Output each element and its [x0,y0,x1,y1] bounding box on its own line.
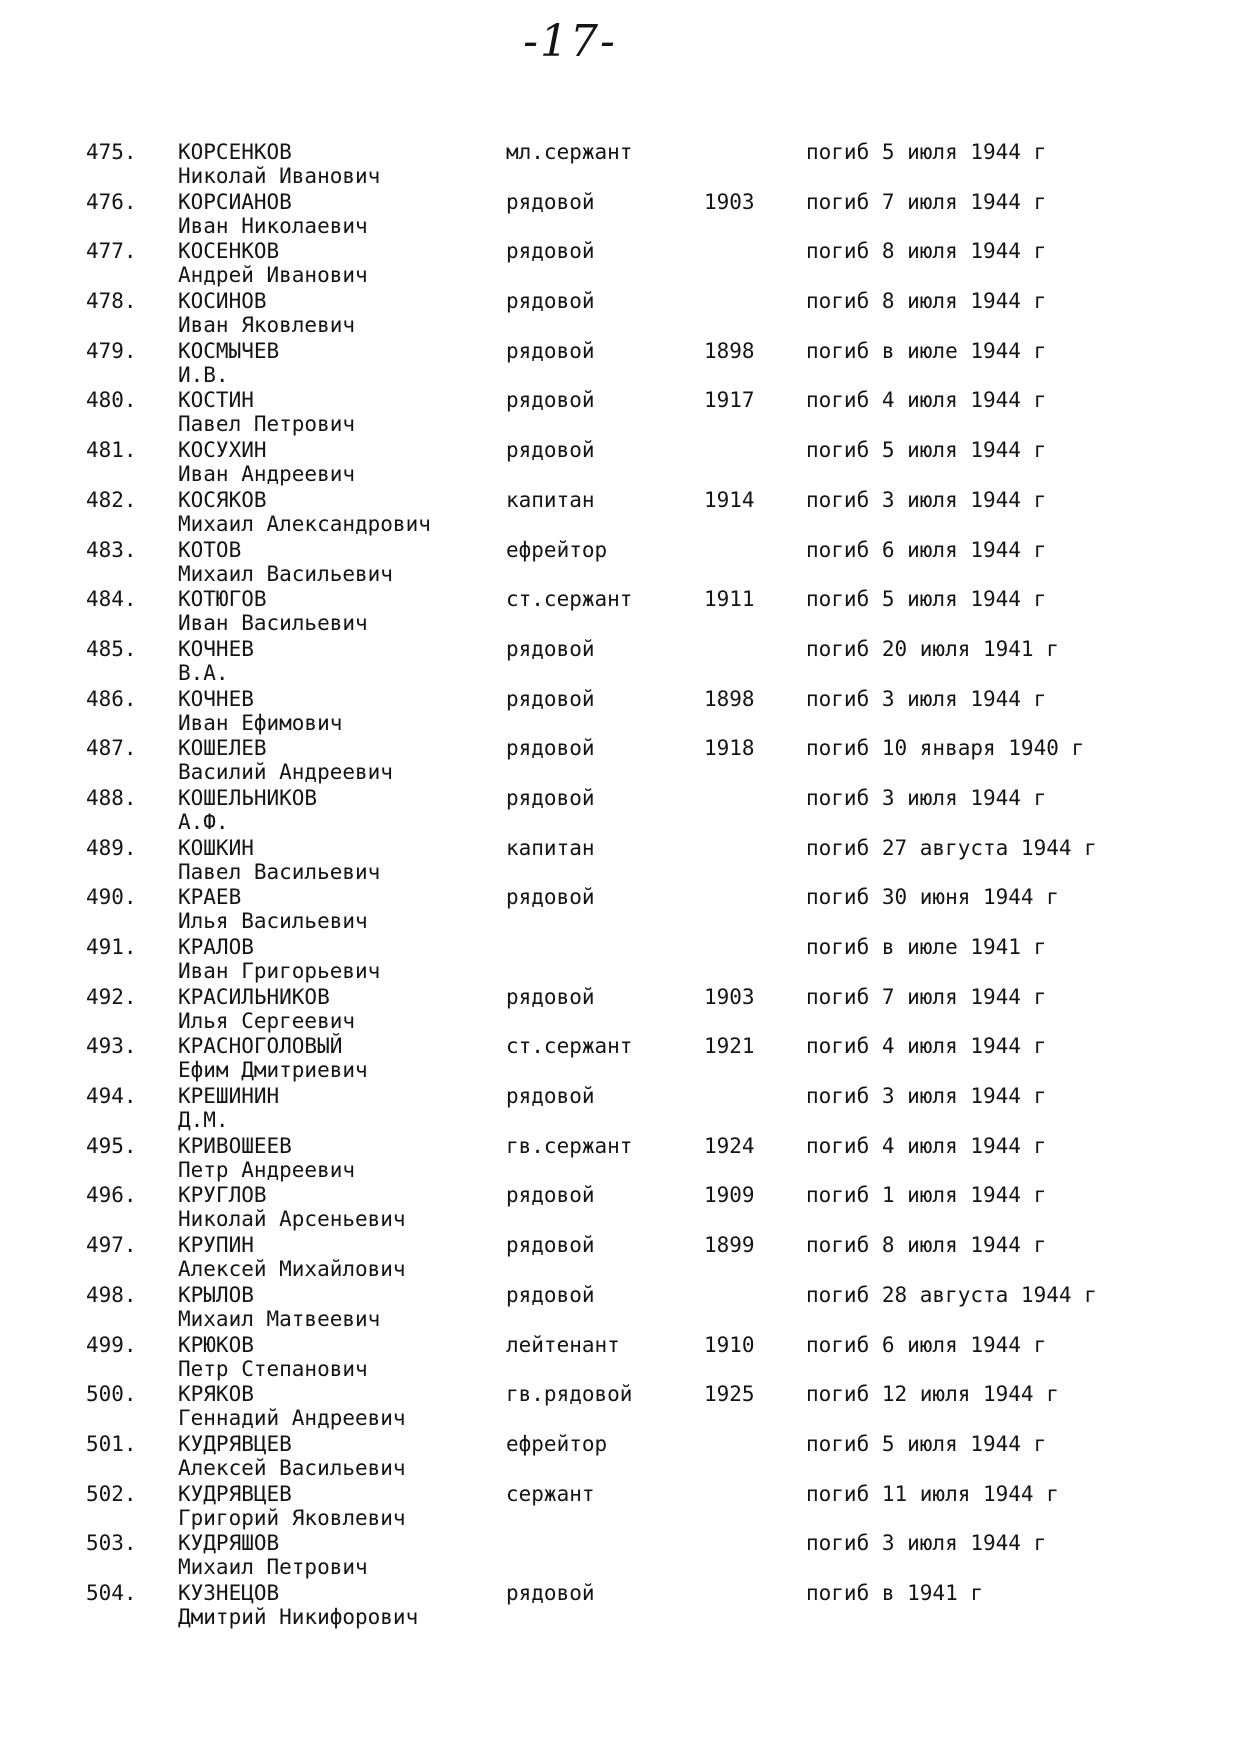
entry-fate: погиб 30 июня 1944 г [806,885,1059,910]
entry-number: 503. [86,1531,137,1556]
entry-surname: КОТЮГОВ [178,587,267,612]
list-item [0,1482,1236,1532]
entry-fate: погиб 8 июля 1944 г [806,239,1047,264]
list-item [0,1382,1236,1432]
entry-surname: КОРСЕНКОВ [178,140,292,164]
entry-number: 493. [86,1034,137,1059]
entry-surname: КРАЕВ [178,885,242,910]
list-item [0,885,1236,935]
list-item [0,736,1236,786]
entry-birth-year: 1921 [704,1034,755,1059]
entry-birth-year: 1899 [704,1233,755,1258]
entry-rank: рядовой [506,885,595,910]
entry-rank: капитан [506,487,595,512]
entry-given-name: Андрей Иванович [178,263,368,288]
list-item [0,637,1236,687]
list-item [0,388,1236,438]
entry-number: 479. [86,338,137,363]
casualty-list [0,140,1236,1631]
list-item [0,190,1236,240]
entry-surname: КРЕШИНИН [178,1084,280,1109]
entry-surname: КРУГЛОВ [178,1183,267,1208]
entry-fate: погиб 3 июля 1944 г [806,1531,1047,1556]
entry-rank: рядовой [506,785,595,810]
list-item [0,140,1236,190]
entry-surname: КУДРЯШОВ [178,1531,280,1556]
entry-fate: погиб 6 июля 1944 г [806,537,1047,562]
entry-given-name: Михаил Петрович [178,1555,368,1580]
entry-number: 485. [86,636,137,661]
entry-surname: КОСМЫЧЕВ [178,338,280,363]
entry-rank: ст.сержант [506,587,633,612]
entry-surname: КОСУХИН [178,438,267,463]
entry-fate: погиб 12 июля 1944 г [806,1382,1059,1407]
entry-surname: КОСТИН [178,388,254,413]
entry-rank: рядовой [506,239,595,264]
entry-given-name: Павел Васильевич [178,859,381,884]
entry-fate: погиб 3 июля 1944 г [806,686,1047,711]
entry-fate: погиб 10 января 1940 г [806,736,1085,761]
entry-number: 477. [86,239,137,264]
entry-surname: КОШЕЛЕВ [178,736,267,761]
list-item [0,239,1236,289]
list-item [0,985,1236,1035]
entry-rank: сержант [506,1481,595,1506]
entry-birth-year: 1918 [704,736,755,761]
entry-given-name: Михаил Александрович [178,511,431,536]
entry-birth-year: 1911 [704,587,755,612]
entry-rank: рядовой [506,1084,595,1109]
entry-given-name: Иван Яковлевич [178,313,356,338]
entry-rank: рядовой [506,388,595,413]
entry-birth-year: 1909 [704,1183,755,1208]
entry-number: 487. [86,736,137,761]
entry-rank: рядовой [506,1580,595,1605]
entry-number: 489. [86,835,137,860]
entry-fate: погиб 4 июля 1944 г [806,1034,1047,1059]
entry-given-name: Иван Григорьевич [178,959,381,983]
entry-number: 486. [86,686,137,711]
entry-given-name: В.А. [178,660,229,685]
entry-birth-year: 1917 [704,388,755,413]
entry-number: 502. [86,1481,137,1506]
list-item [0,836,1236,886]
entry-birth-year: 1898 [704,338,755,363]
entry-fate: погиб 7 июля 1944 г [806,189,1047,214]
entry-given-name: Павел Петрович [178,412,356,437]
entry-number: 480. [86,388,137,413]
list-item [0,1581,1236,1631]
entry-rank: рядовой [506,1233,595,1258]
entry-rank: рядовой [506,984,595,1009]
entry-fate: погиб в июле 1941 г [806,935,1047,959]
entry-number: 494. [86,1084,137,1109]
entry-given-name: А.Ф. [178,809,229,834]
entry-surname: КОТОВ [178,537,242,562]
entry-rank: гв.рядовой [506,1382,633,1407]
entry-fate: погиб 5 июля 1944 г [806,1431,1047,1456]
entry-number: 475. [86,140,137,164]
entry-fate: погиб 8 июля 1944 г [806,289,1047,314]
entry-number: 497. [86,1233,137,1258]
entry-given-name: Иван Васильевич [178,611,368,636]
entry-rank: лейтенант [506,1332,620,1357]
entry-given-name: Василий Андреевич [178,760,393,785]
entry-rank: рядовой [506,636,595,661]
entry-number: 481. [86,438,137,463]
entry-surname: КОРСИАНОВ [178,189,292,214]
entry-given-name: Дмитрий Никифорович [178,1604,419,1629]
entry-surname: КРАСИЛЬНИКОВ [178,984,330,1009]
entry-rank: рядовой [506,338,595,363]
entry-fate: погиб 6 июля 1944 г [806,1332,1047,1357]
entry-rank: мл.сержант [506,140,633,164]
list-item [0,786,1236,836]
entry-surname: КОСИНОВ [178,289,267,314]
entry-fate: погиб 5 июля 1944 г [806,438,1047,463]
entry-given-name: Алексей Васильевич [178,1455,406,1480]
entry-birth-year: 1903 [704,189,755,214]
entry-surname: КОЧНЕВ [178,636,254,661]
entry-birth-year: 1924 [704,1133,755,1158]
entry-rank: рядовой [506,289,595,314]
entry-birth-year: 1910 [704,1332,755,1357]
entry-given-name: Геннадий Андреевич [178,1406,406,1431]
entry-surname: КРЯКОВ [178,1382,254,1407]
entry-surname: КУЗНЕЦОВ [178,1580,280,1605]
entry-fate: погиб 4 июля 1944 г [806,1133,1047,1158]
entry-fate: погиб в июле 1944 г [806,338,1047,363]
entry-surname: КРИВОШЕЕВ [178,1133,292,1158]
entry-number: 488. [86,785,137,810]
list-item [0,438,1236,488]
entry-given-name: Илья Васильевич [178,909,368,934]
entry-number: 476. [86,189,137,214]
entry-birth-year: 1914 [704,487,755,512]
entry-number: 498. [86,1282,137,1307]
list-item [0,935,1236,985]
list-item [0,1531,1236,1581]
entry-rank: рядовой [506,1183,595,1208]
entry-given-name: Михаил Матвеевич [178,1306,381,1331]
list-item [0,1333,1236,1383]
entry-surname: КРАЛОВ [178,935,254,959]
entry-rank: ефрейтор [506,1431,608,1456]
list-item [0,339,1236,389]
entry-fate: погиб 7 июля 1944 г [806,984,1047,1009]
entry-surname: КРУПИН [178,1233,254,1258]
entry-given-name: Илья Сергеевич [178,1008,356,1033]
list-item [0,1283,1236,1333]
entry-number: 492. [86,984,137,1009]
list-item [0,1084,1236,1134]
entry-number: 496. [86,1183,137,1208]
entry-given-name: Петр Андреевич [178,1157,356,1182]
entry-surname: КУДРЯВЦЕВ [178,1481,292,1506]
entry-birth-year: 1898 [704,686,755,711]
entry-rank: ефрейтор [506,537,608,562]
entry-surname: КРАСНОГОЛОВЫЙ [178,1034,343,1059]
entry-rank: ст.сержант [506,1034,633,1059]
entry-surname: КОЧНЕВ [178,686,254,711]
entry-rank: капитан [506,835,595,860]
entry-number: 501. [86,1431,137,1456]
entry-fate: погиб 20 июля 1941 г [806,636,1059,661]
entry-surname: КУДРЯВЦЕВ [178,1431,292,1456]
list-item [0,289,1236,339]
entry-number: 491. [86,935,137,959]
entry-number: 483. [86,537,137,562]
entry-surname: КОШКИН [178,835,254,860]
page-number: -17- [523,16,617,67]
list-item [0,1233,1236,1283]
entry-rank: рядовой [506,189,595,214]
entry-fate: погиб 3 июля 1944 г [806,487,1047,512]
entry-given-name: Ефим Дмитриевич [178,1058,368,1083]
entry-fate: погиб 3 июля 1944 г [806,785,1047,810]
entry-surname: КОСЕНКОВ [178,239,280,264]
list-item [0,587,1236,637]
entry-fate: погиб 11 июля 1944 г [806,1481,1059,1506]
entry-rank: рядовой [506,686,595,711]
entry-rank: рядовой [506,1282,595,1307]
entry-given-name: Д.М. [178,1108,229,1133]
entry-number: 484. [86,587,137,612]
entry-number: 478. [86,289,137,314]
entry-number: 490. [86,885,137,910]
list-item [0,1183,1236,1233]
entry-surname: КОШЕЛЬНИКОВ [178,785,318,810]
entry-fate: погиб 8 июля 1944 г [806,1233,1047,1258]
list-item [0,1432,1236,1482]
entry-fate: погиб 5 июля 1944 г [806,587,1047,612]
entry-fate: погиб 5 июля 1944 г [806,140,1047,164]
entry-given-name: Иван Андреевич [178,462,356,487]
entry-number: 499. [86,1332,137,1357]
entry-given-name: Петр Степанович [178,1356,368,1381]
entry-given-name: Николай Арсеньевич [178,1207,406,1232]
entry-fate: погиб в 1941 г [806,1580,984,1605]
entry-surname: КРЮКОВ [178,1332,254,1357]
list-item [0,687,1236,737]
entry-number: 495. [86,1133,137,1158]
entry-fate: погиб 28 августа 1944 г [806,1282,1097,1307]
entry-fate: погиб 27 августа 1944 г [806,835,1097,860]
entry-given-name: Григорий Яковлевич [178,1505,406,1530]
entry-given-name: Алексей Михайлович [178,1257,406,1282]
entry-given-name: Николай Иванович [178,164,381,188]
list-item [0,488,1236,538]
entry-rank: рядовой [506,736,595,761]
entry-birth-year: 1903 [704,984,755,1009]
list-item [0,1034,1236,1084]
entry-given-name: Михаил Васильевич [178,561,393,586]
entry-number: 504. [86,1580,137,1605]
entry-given-name: И.В. [178,362,229,387]
entry-surname: КРЫЛОВ [178,1282,254,1307]
list-item [0,1134,1236,1184]
entry-rank: рядовой [506,438,595,463]
entry-number: 500. [86,1382,137,1407]
entry-given-name: Иван Николаевич [178,213,368,238]
entry-surname: КОСЯКОВ [178,487,267,512]
entry-fate: погиб 4 июля 1944 г [806,388,1047,413]
entry-number: 482. [86,487,137,512]
entry-fate: погиб 1 июля 1944 г [806,1183,1047,1208]
entry-birth-year: 1925 [704,1382,755,1407]
entry-rank: гв.сержант [506,1133,633,1158]
entry-fate: погиб 3 июля 1944 г [806,1084,1047,1109]
entry-given-name: Иван Ефимович [178,710,343,735]
list-item [0,538,1236,588]
